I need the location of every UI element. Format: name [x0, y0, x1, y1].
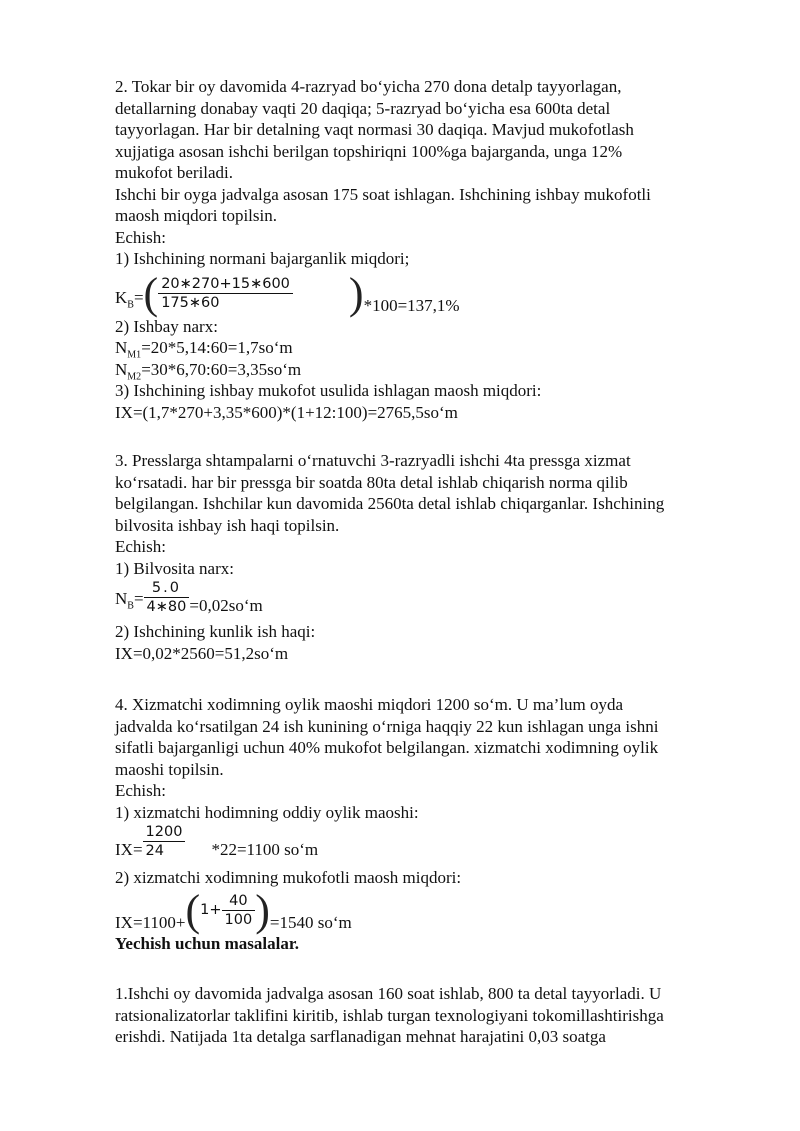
nb-denominator: 4∗80 [146, 599, 187, 615]
task4-line: 1) xizmatchi hodimning oddiy oylik maoshi: [115, 802, 419, 822]
task3-line: 1) Bilvosita narx: [115, 558, 234, 578]
task2-line: 1) Ishchining normani bajarganlik miqdori; [115, 249, 410, 268]
nm1-subscript: M1 [127, 349, 142, 361]
ix2-label: IX=1100+ [115, 912, 186, 932]
task2-step2: 2) Ishbay narx: [115, 316, 218, 336]
kb-formula [115, 268, 735, 318]
ix2-inner: 1+ [200, 901, 222, 918]
task3-line: belgilangan. Ishchilar kun davomida 2560ta detal ishlab chiqarganlar. Ishchining [115, 494, 665, 513]
task3-line: ko‘rsatadi. har bir pressga bir soatda 80ta detal ishlab chiqarish norma qilib [115, 472, 628, 492]
task2-line: detallarning donabay vaqti 20 daqiqa; 5-razryad bo‘yicha esa 600ta detal [115, 98, 611, 118]
task4-line: jadvalda ko‘rsatilgan 24 ish kunining o‘rniga haqqiy 22 kun ishlagan unga ishni [115, 716, 659, 736]
task4-step2: 2) xizmatchi xodimning mukofotli maosh miqdori: [115, 868, 462, 887]
ix1-result: *22=1100 so‘m [211, 840, 319, 859]
ix1-formula [115, 823, 735, 867]
task2-ix-formula: IX=(1,7*270+3,35*600)*(1+12:100)=2765,5so‘m [115, 402, 458, 422]
task1-line: erishdi. Natijada 1ta detalga sarflanadigan mehnat harajatini 0,03 soatga [115, 1027, 606, 1046]
nm2-label: N [115, 359, 128, 379]
task2-step3: 3) Ishchining ishbay mukofot usulida ishlagan maosh miqdori: [115, 381, 542, 400]
kb-equals: = [133, 288, 144, 308]
task3-ix-formula: IX=0,02*2560=51,2so‘m [115, 643, 289, 663]
task-2 [115, 76, 735, 423]
nb-result: =0,02so‘m [189, 596, 263, 615]
kb-label: K [115, 288, 128, 308]
nm1-expression: =20*5,14:60=1,7so‘m [141, 338, 293, 357]
task1-line: ratsionalizatorlar taklifini kiritib, ishlab turgan texnologiyani tokomillashtirishga [115, 1005, 664, 1025]
nb-formula [115, 579, 735, 621]
task2-line: mukofot beriladi. [115, 163, 234, 182]
left-paren: ( [143, 268, 159, 318]
ix2-numerator: 40 [222, 892, 256, 911]
ix2-formula [115, 885, 735, 935]
ix2-fraction [222, 892, 256, 929]
task2-line: maosh miqdori topilsin. [115, 206, 277, 225]
task2-line: 2. Tokar bir oy davomida 4-razryad bo‘yicha 270 dona detalp tayyorlagan, [115, 77, 622, 96]
kb-numerator: 20∗270+15∗600 [158, 275, 293, 294]
kb-subscript: B [127, 299, 134, 311]
kb-result: *100=137,1% [363, 295, 460, 315]
nb-subscript: B [127, 600, 134, 611]
nm2-formula [115, 359, 735, 381]
task2-line: xujjatiga asosan ishchi berilgan topshiriqni 100%ga bajarganda, unga 12% [115, 141, 623, 161]
task-1 [115, 983, 735, 1048]
task4-line: sifatli bajarganligi uchun 40% mukofot belgilangan. xizmatchi xodimning oylik [115, 738, 659, 757]
nm1-label: N [115, 338, 128, 357]
task3-line: 3. Presslarga shtampalarni o‘rnatuvchi 3-razryadli ishchi 4ta pressga xizmat [115, 451, 631, 470]
task3-step2: 2) Ishchining kunlik ish haqi: [115, 622, 316, 641]
task2-line: Ishchi bir oyga jadvalga asosan 175 soat ishlagan. Ishchining ishbay mukofotli [115, 184, 651, 204]
nm2-expression: =30*6,70:60=3,35so‘m [141, 359, 302, 379]
nm2-subscript: M2 [127, 370, 142, 382]
section-heading [115, 933, 735, 955]
right-paren: ) [255, 885, 270, 935]
ix1-fraction [143, 823, 186, 860]
nb-numerator: 5.0 [144, 579, 190, 598]
ix2-denominator: 100 [224, 912, 253, 928]
nb-label: N [115, 588, 128, 608]
right-paren: ) [348, 268, 364, 318]
section-heading-text: Yechish uchun masalalar. [115, 933, 300, 953]
task2-line: Echish: [115, 227, 166, 247]
task3-line: Echish: [115, 537, 166, 556]
nm1-formula [115, 337, 735, 359]
kb-fraction [158, 275, 293, 312]
task4-line: Echish: [115, 781, 166, 800]
ix1-numerator: 1200 [143, 823, 186, 842]
task-4 [115, 694, 735, 954]
kb-denominator: 175∗60 [161, 295, 220, 311]
left-paren: ( [185, 885, 201, 935]
nb-equals: = [133, 588, 144, 608]
task4-line: maoshi topilsin. [115, 759, 224, 779]
ix1-label: IX= [115, 840, 143, 859]
ix2-result: =1540 so‘m [269, 912, 352, 932]
task4-line: 4. Xizmatchi xodimning oylik maoshi miqdori 1200 so‘m. U ma’lum oyda [115, 695, 624, 714]
task2-line: tayyorlagan. Har bir detalning vaqt normasi 30 daqiqa. Mavjud mukofotlash [115, 120, 634, 139]
task-3 [115, 450, 735, 664]
task3-line: bilvosita ishbay ish haqi topilsin. [115, 515, 340, 535]
ix1-denominator: 24 [145, 843, 164, 859]
task1-line: 1.Ishchi oy davomida jadvalga asosan 160 soat ishlab, 800 ta detal tayyorladi. U [115, 984, 662, 1003]
nb-fraction [144, 579, 190, 616]
